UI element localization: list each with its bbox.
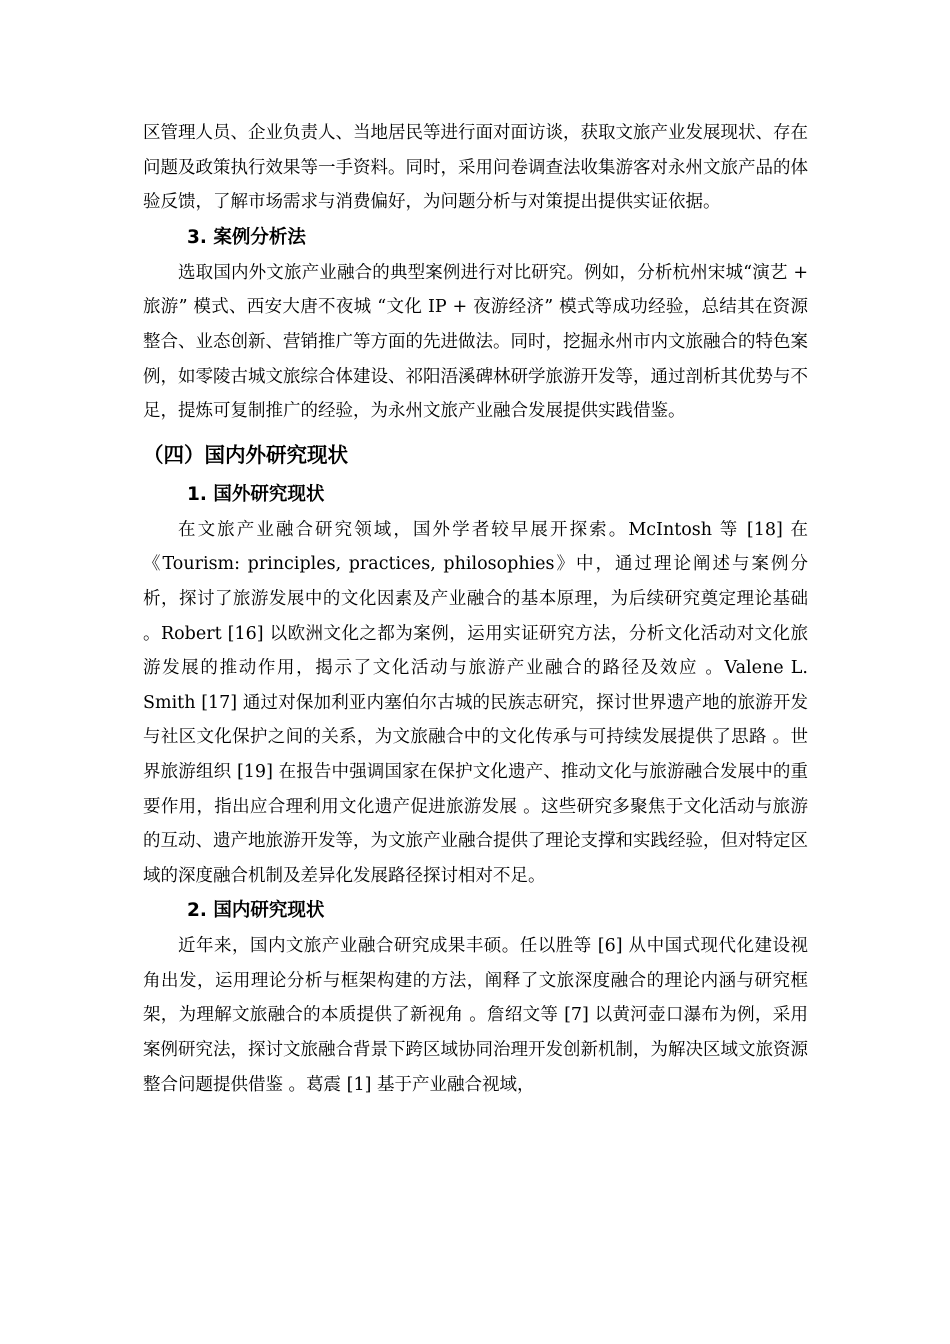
document-body (143, 116, 808, 1102)
heading-case-analysis: 3. 案例分析法 (187, 226, 306, 248)
heading-foreign-research: 1. 国外研究现状 (187, 483, 325, 505)
paragraph-domestic-research: 近年来，国内文旅产业融合研究成果丰硕。任以胜等 [6] 从中国式现代化建设视角出发，运用理论分析与框架构建的方法，阐释了文旅深度融合的理论内涵与研究框架，为理解文旅融合的本质提供了新视角 。詹绍文等 [7] 以黄河壶口瀑布为例，采用案例研究法，探讨文旅融合背景下跨区域协同治理开发创新机制，为解决区域文旅资源整合问题提供借鉴 。葛震 [1] 基于产业融合视域， (143, 936, 808, 1095)
paragraph-foreign-research: 在文旅产业融合研究领域，国外学者较早展开探索。McIntosh 等 [18] 在《Tourism: principles, practices, philosophies》中，通过理论阐述与案例分析，探讨了旅游发展中的文化因素及产业融合的基本原理，为后续研究奠定理论基础 。Robert [16] 以欧洲文化之都为案例，运用实证研究方法，分析文化活动对文化旅游发展的推动作用，揭示了文化活动与旅游产业融合的路径及效应 。Valene L. Smith [17] 通过对保加利亚内塞伯尔古城的民族志研究，探讨世界遗产地的旅游开发与社区文化保护之间的关系，为文旅融合中的文化传承与可持续发展提供了思路 。世界旅游组织 [19] 在报告中强调国家在保护文化遗产、推动文化与旅游融合发展中的重要作用，指出应合理利用文化遗产促进旅游发展 。这些研究多聚焦于文化活动与旅游的互动、遗产地旅游开发等，为文旅产业融合提供了理论支撑和实践经验，但对特定区域的深度融合机制及差异化发展路径探讨相对不足。 (143, 519, 808, 886)
paragraph-case-analysis: 选取国内外文旅产业融合的典型案例进行对比研究。例如，分析杭州宋城“演艺 + 旅游” 模式、西安大唐不夜城 “文化 IP + 夜游经济” 模式等成功经验，总结其在资源整合、业态创新、营销推广等方面的先进做法。同时，挖掘永州市内文旅融合的特色案例，如零陵古城文旅综合体建设、祁阳浯溪碑林研学旅游开发等，通过剖析其优势与不足，提炼可复制推广的经验，为永州文旅产业融合发展提供实践借鉴。 (143, 262, 808, 422)
paragraph-interview-methods: 区管理人员、企业负责人、当地居民等进行面对面访谈，获取文旅产业发展现状、存在问题及政策执行效果等一手资料。同时，采用问卷调查法收集游客对永州文旅产品的体验反馈，了解市场需求与消费偏好，为问题分析与对策提出提供实证依据。 (143, 123, 808, 213)
heading-domestic-research: 2. 国内研究现状 (187, 900, 325, 922)
heading-research-status: （四）国内外研究现状 (143, 442, 348, 467)
